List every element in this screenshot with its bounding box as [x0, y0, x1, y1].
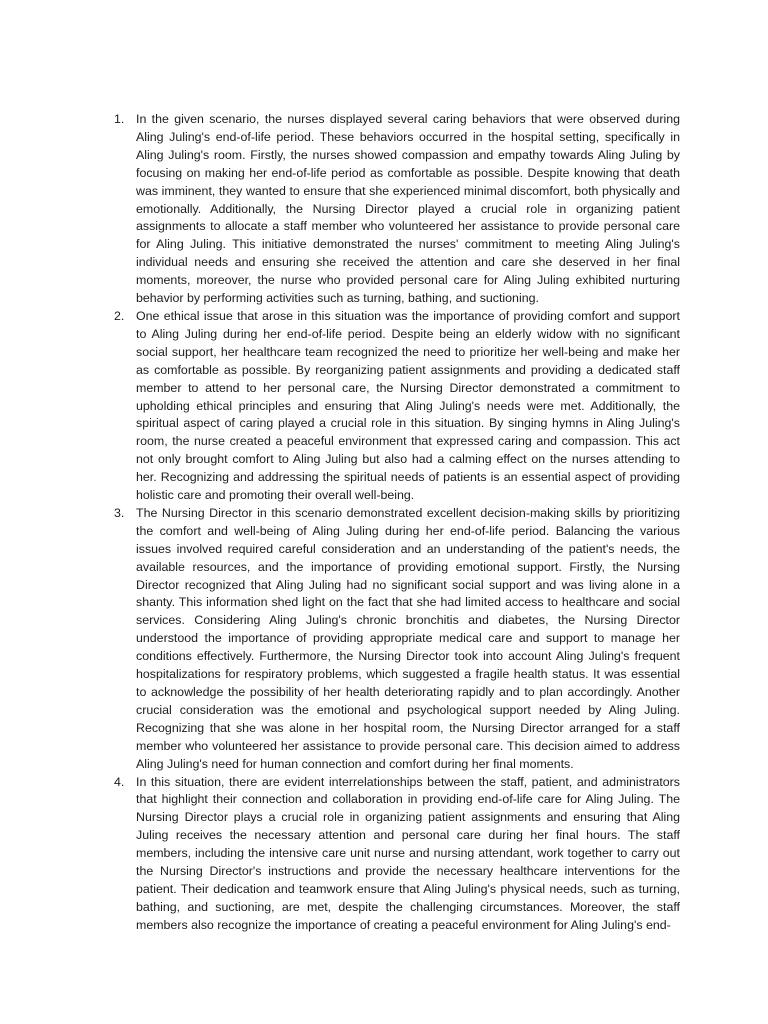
item-text: In the given scenario, the nurses displayed several caring behaviors that were observed during Aling Juling's end-of-life period. These behaviors occurred in the hospital setting, specifically in Aling Juling's room. Firstly, the nurses showed compassion and empathy towards Aling Juling by focusing on making her end-of-life period as comfortable as possible. Despite knowing that death was imminent, they wanted to ensure that she experienced minimal discomfort, both physically and emotionally. Additionally, the Nursing Director played a crucial role in organizing patient assignments to allocate a staff member who volunteered her assistance to provide personal care for Aling Juling. This initiative demonstrated the nurses' commitment to meeting Aling Juling's individual needs and ensuring she received the attention and care she deserved in her final moments, moreover, the nurse who provided personal care for Aling Juling exhibited nurturing behavior by performing activities such as turning, bathing, and suctioning. — [136, 112, 680, 306]
answer-list — [108, 111, 680, 935]
item-text: In this situation, there are evident interrelationships between the staff, patient, and administrators that highlight their connection and collaboration in providing end-of-life care for Aling Juling. The Nursing Director plays a crucial role in organizing patient assignments and ensuring that Aling Juling receives the necessary attention and personal care during her final hours. The staff members, including the intensive care unit nurse and nursing attendant, work together to carry out the Nursing Director's instructions and provide the necessary healthcare interventions for the patient. Their dedication and teamwork ensure that Aling Juling's physical needs, such as turning, bathing, and suctioning, are met, despite the challenging circumstances. Moreover, the staff members also recognize the importance of creating a peaceful environment for Aling Juling's end- — [136, 774, 680, 932]
answer-item-4 — [108, 774, 680, 935]
answer-item-3 — [108, 505, 680, 774]
item-text: One ethical issue that arose in this situation was the importance of providing comfort and support to Aling Juling during her end-of-life period. Despite being an elderly widow with no significant social support, her healthcare team recognized the need to prioritize her well-being and make her as comfortable as possible. By reorganizing patient assignments and providing a dedicated staff member to attend to her personal care, the Nursing Director demonstrated a commitment to upholding ethical principles and ensuring that Aling Juling's needs were met. Additionally, the spiritual aspect of caring played a crucial role in this situation. By singing hymns in Aling Juling's room, the nurse created a peaceful environment that expressed caring and compassion. This act not only brought comfort to Aling Juling but also had a calming effect on the nurses attending to her. Recognizing and addressing the spiritual needs of patients is an essential aspect of providing holistic care and promoting their overall well-being. — [136, 308, 680, 503]
answer-item-2 — [108, 308, 680, 505]
item-number: 1. — [114, 112, 125, 126]
item-number: 2. — [114, 308, 125, 323]
item-text: The Nursing Director in this scenario demonstrated excellent decision-making skills by prioritizing the comfort and well-being of Aling Juling during her end-of-life period. Balancing the various issues involved required careful consideration and an understanding of the patient's needs, the available resources, and the importance of providing emotional support. Firstly, the Nursing Director recognized that Aling Juling had no significant social support and was living alone in a shanty. This information shed light on the fact that she had limited access to healthcare and social services. Considering Aling Juling's chronic bronchitis and diabetes, the Nursing Director understood the importance of providing appropriate medical care and support to manage her conditions effectively. Furthermore, the Nursing Director took into account Aling Juling's frequent hospitalizations for respiratory problems, which suggested a fragile health status. It was essential to acknowledge the possibility of her health deteriorating rapidly and to plan accordingly. Another crucial consideration was the emotional and psychological support needed by Aling Juling. Recognizing that she was alone in her hospital room, the Nursing Director arranged for a staff member who volunteered her assistance to provide personal care. This decision aimed to address Aling Juling's need for human connection and comfort during her final moments. — [136, 505, 680, 771]
item-number: 3. — [114, 505, 125, 520]
item-number: 4. — [114, 774, 125, 789]
answer-item-1 — [108, 111, 680, 308]
